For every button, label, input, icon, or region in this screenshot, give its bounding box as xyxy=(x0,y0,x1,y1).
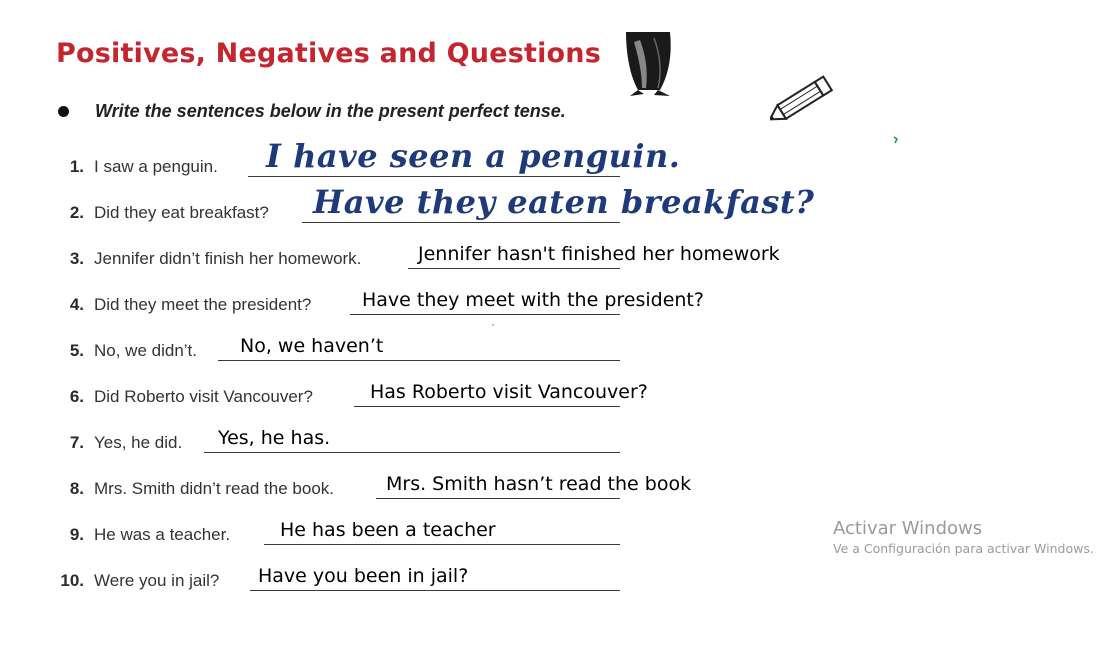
item-question: I saw a penguin. xyxy=(94,157,218,176)
item-number: 8. xyxy=(69,479,84,498)
item-number: 10. xyxy=(60,571,84,590)
item-answer[interactable]: Have they meet with the president? xyxy=(362,289,704,311)
item-number: 6. xyxy=(69,387,84,406)
answer-line xyxy=(248,176,620,177)
item-question: Yes, he did. xyxy=(94,433,183,452)
item-number: 5. xyxy=(69,341,84,360)
answer-line xyxy=(376,498,620,499)
answer-line xyxy=(204,452,620,453)
pencil-icon xyxy=(770,70,842,126)
item-answer[interactable]: Jennifer hasn't finished her homework xyxy=(418,243,780,265)
item-question: No, we didn’t. xyxy=(94,341,197,360)
activation-watermark-title: Activar Windows xyxy=(833,518,983,539)
item-question: Mrs. Smith didn’t read the book. xyxy=(94,479,335,498)
item-number: 4. xyxy=(69,295,84,314)
worksheet-item xyxy=(0,373,900,413)
item-question: Did Roberto visit Vancouver? xyxy=(94,387,313,406)
item-question: Did they meet the president? xyxy=(94,295,312,314)
stray-dot xyxy=(492,324,494,326)
item-question: Were you in jail? xyxy=(94,571,220,590)
worksheet-item xyxy=(0,465,900,505)
answer-line xyxy=(408,268,620,269)
item-number: 9. xyxy=(69,525,84,544)
item-answer[interactable]: He has been a teacher xyxy=(280,519,496,541)
item-answer[interactable]: No, we haven’t xyxy=(240,335,384,357)
activation-watermark-subtitle: Ve a Configuración para activar Windows. xyxy=(833,541,1094,556)
instruction-text: Write the sentences below in the present perfect tense. xyxy=(95,101,566,121)
item-question: Jennifer didn’t finish her homework. xyxy=(94,249,362,268)
worksheet-title: Positives, Negatives and Questions xyxy=(56,38,601,69)
item-answer[interactable]: Have they eaten breakfast? xyxy=(313,183,815,221)
item-number: 7. xyxy=(69,433,84,452)
item-answer[interactable]: Yes, he has. xyxy=(218,427,331,449)
item-answer[interactable]: Has Roberto visit Vancouver? xyxy=(370,381,648,403)
answer-line xyxy=(218,360,620,361)
worksheet-item xyxy=(0,419,900,459)
item-number: 1. xyxy=(69,157,84,176)
penguin-illustration-icon xyxy=(620,32,678,98)
worksheet-item xyxy=(0,327,900,367)
answer-line xyxy=(302,222,620,223)
worksheet-item xyxy=(0,183,900,229)
item-number: 2. xyxy=(69,203,84,222)
answer-line xyxy=(350,314,620,315)
item-answer[interactable]: I have seen a penguin. xyxy=(266,137,681,175)
answer-line xyxy=(264,544,620,545)
worksheet-item xyxy=(0,137,900,183)
worksheet-item xyxy=(0,511,900,551)
item-question: He was a teacher. xyxy=(94,525,231,544)
bullet-icon xyxy=(58,106,69,117)
item-answer[interactable]: Have you been in jail? xyxy=(258,565,469,587)
answer-line xyxy=(354,406,620,407)
item-number: 3. xyxy=(69,249,84,268)
answer-line xyxy=(250,590,620,591)
worksheet-item xyxy=(0,281,900,321)
worksheet-item xyxy=(0,557,900,597)
worksheet-item xyxy=(0,235,900,275)
item-answer[interactable]: Mrs. Smith hasn’t read the book xyxy=(386,473,692,495)
item-question: Did they eat breakfast? xyxy=(94,203,269,222)
